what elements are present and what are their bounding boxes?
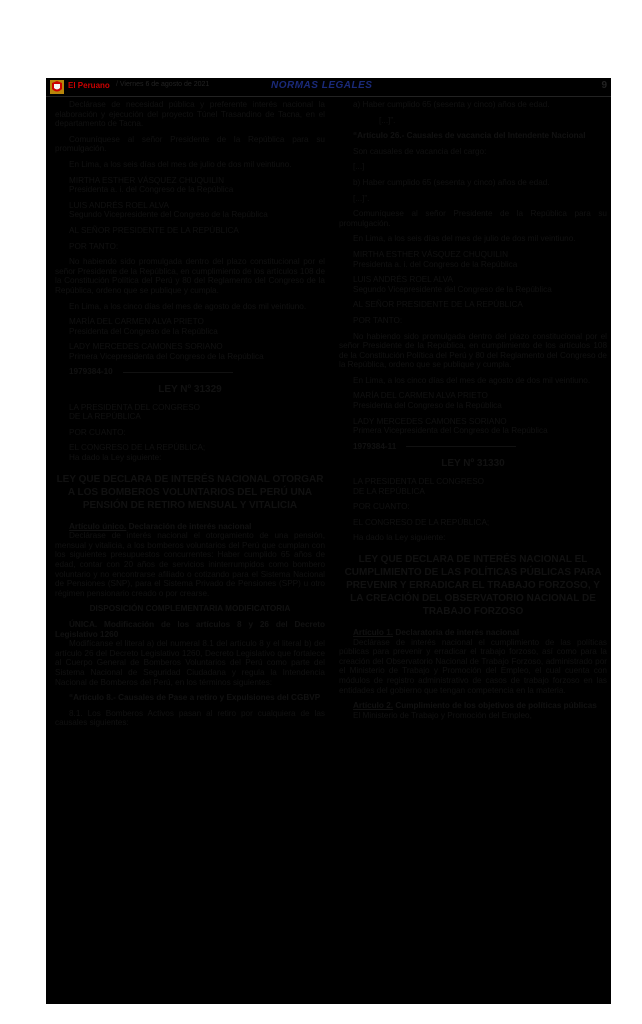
paragraph: Declárase de interés nacional el otorgamiento de una pensión, mensual y vitalicia, a los bomberos voluntarios del Perú que cumplan con los siguientes presupuestos concurrentes: Haber cumplido 65 años de edad, contar con 20 años de servicios ininterrumpidos como bombero voluntario y no encontrarse afiliado o cotizando para el Sistema Nacional de Pensiones (SNP), para el Sistema Privado de Pensiones (SPP) u otro régimen pensionario creado o por crearse. (55, 531, 325, 598)
article-heading (339, 701, 607, 711)
por-tanto: POR TANTO: (353, 315, 403, 325)
ellipsis: [...]”. (379, 115, 396, 125)
signature-block (69, 176, 325, 195)
paragraph: Son causales de vacancia del cargo: (353, 146, 487, 156)
law-number: LEY Nº 31330 (441, 458, 505, 470)
signatory-name: LADY MERCEDES CAMONES SORIANO (69, 342, 223, 352)
left-column (55, 100, 325, 734)
signatory-name: MARÍA DEL CARMEN ALVA PRIETO (69, 317, 204, 327)
signature-block (353, 275, 607, 294)
section-title: NORMAS LEGALES (271, 80, 373, 91)
signatory-name: LUIS ANDRÉS ROEL ALVA (353, 275, 453, 285)
signatory-name: MARÍA DEL CARMEN ALVA PRIETO (353, 391, 488, 401)
signatory-role: Segundo Vicepresidente del Congreso de la República (69, 210, 268, 220)
article-title: Declaración de interés nacional (128, 521, 252, 531)
issuer-line: DE LA REPÚBLICA (353, 486, 425, 496)
signature-block (353, 391, 607, 410)
por-cuanto: POR CUANTO: (69, 427, 126, 437)
paragraph: Modifícanse el literal a) del numeral 8.1 del artículo 8 y el literal b) del artículo 26 del Decreto Legislativo 1260, Decreto Legislativo que fortalece al Cuerpo General de Bomberos Voluntarios del Perú como parte del Sistema Nacional de Seguridad Ciudadana y regula la Intendencia Nacional de Bomberos del Perú, en los términos siguientes: (55, 639, 325, 687)
publication-date: / Viernes 6 de agosto de 2021 (116, 81, 210, 88)
ellipsis: [...]”. (353, 193, 370, 203)
signature-block (69, 342, 325, 361)
paragraph: El Ministerio de Trabajo y Promoción del Empleo, (353, 710, 532, 720)
signatory-role: Presidenta del Congreso de la República (69, 326, 218, 336)
article-label: Artículo 2. (353, 701, 394, 711)
signatory-role: Presidenta a. i. del Congreso de la República (69, 185, 234, 195)
issuer-line: DE LA REPÚBLICA (69, 412, 141, 422)
paragraph: No habiendo sido promulgada dentro del plazo constitucional por el señor Presidente de la República, en cumplimiento de los artículos 108 de la Constitución Política del Perú y 80 del Reglamento del Congreso de la República, ordeno que se publique y cumpla. (339, 331, 607, 370)
section-heading: DISPOSICIÓN COMPLEMENTARIA MODIFICATORIA (89, 604, 291, 614)
signatory-name: LADY MERCEDES CAMONES SORIANO (353, 416, 507, 426)
congress-text: EL CONGRESO DE LA REPÚBLICA; (69, 443, 206, 453)
signatory-name: MIRTHA ESTHER VÁSQUEZ CHUQUILIN (353, 249, 508, 259)
addressee: AL SEÑOR PRESIDENTE DE LA REPÚBLICA (353, 300, 523, 310)
ellipsis: [...] (353, 162, 365, 172)
document-code: 1979384-10 (69, 367, 113, 377)
right-column (339, 100, 607, 726)
signatory-role: Presidenta a. i. del Congreso de la República (353, 259, 518, 269)
page-number: 9 (601, 80, 607, 91)
article-title: Declaratoria de interés nacional (395, 628, 520, 637)
signature-block (69, 317, 325, 336)
paragraph: Comuníquese al señor Presidente de la República para su promulgación. (55, 134, 325, 154)
document-code-row (353, 442, 607, 452)
newspaper-page (46, 78, 611, 1004)
congress-line (69, 443, 325, 462)
paragraph: En Lima, a los cinco días del mes de agosto de dos mil veintiuno. (69, 301, 307, 311)
paragraph: Comuníquese al señor Presidente de la República para su promulgación. (339, 209, 607, 228)
law-given-text: Ha dado la Ley siguiente: (353, 533, 446, 543)
article-title: Cumplimiento de los objetivos de políticas públicas (395, 701, 597, 711)
addressee: AL SEÑOR PRESIDENTE DE LA REPÚBLICA (69, 225, 239, 235)
paragraph: En Lima, a los cinco días del mes de agosto de dos mil veintiuno. (353, 375, 591, 385)
signatory-name: MIRTHA ESTHER VÁSQUEZ CHUQUILIN (69, 175, 224, 185)
publication-name: El Peruano (68, 81, 110, 90)
article-heading: “Artículo 8.- Causales de Pase a retiro y Expulsiones del CGBVP (69, 693, 321, 703)
provision-heading: ÚNICA. Modificación de los artículos 8 y 26 del Decreto Legislativo 1260 (55, 619, 325, 639)
law-number: LEY Nº 31329 (158, 384, 222, 396)
paragraph: 8.1. Los Bomberos Activos pasan al retiro por cualquiera de las causales siguientes: (55, 708, 325, 728)
signatory-name: LUIS ANDRÉS ROEL ALVA (69, 200, 169, 210)
signature-block (353, 250, 607, 269)
signatory-role: Primera Vicepresidenta del Congreso de la República (69, 351, 264, 361)
divider (123, 372, 233, 373)
paragraph: No habiendo sido promulgada dentro del plazo constitucional por el señor Presidente de la República, en cumplimiento de los artículos 108 de la Constitución Política del Perú y 80 del Reglamento del Congreso de la República, ordeno que se publique y cumpla. (55, 257, 325, 295)
law-title: LEY QUE DECLARA DE INTERÉS NACIONAL EL CUMPLIMIENTO DE LAS POLÍTICAS PÚBLICAS PARA PREVENIR Y ERRADICAR EL TRABAJO FORZOSO, Y LA CREACIÓN DEL OBSERVATORIO NACIONAL DE TRABAJO FORZOSO (344, 554, 602, 617)
paragraph: En Lima, a los seis días del mes de julio de dos mil veintiuno. (69, 159, 292, 169)
signatory-role: Segundo Vicepresidente del Congreso de la República (353, 284, 552, 294)
issuer-line: LA PRESIDENTA DEL CONGRESO (353, 477, 485, 487)
signatory-role: Primera Vicepresidenta del Congreso de la República (353, 426, 548, 436)
article-label: Artículo 1. (353, 628, 394, 637)
law-given-text: Ha dado la Ley siguiente: (69, 453, 162, 463)
por-tanto: POR TANTO: (69, 241, 119, 251)
paragraph: En Lima, a los seis días del mes de julio de dos mil veintiuno. (353, 234, 576, 244)
article-heading (55, 522, 325, 532)
signature-block (353, 417, 607, 436)
paragraph: Declárase de interés nacional el cumplimiento de las políticas públicas para prevenir y erradicar el trabajo forzoso, así como para la creación del Observatorio Nacional de Trabajo Forzoso, administrado por el Ministerio de Trabajo y Promoción del Empleo, el cual cuenta con módulos de registro administrativo de casos de trabajo forzoso en las entidades del gobierno que tengan competencia en la materia. (339, 637, 607, 695)
congress-text: EL CONGRESO DE LA REPÚBLICA; (353, 517, 490, 527)
document-code-row (69, 367, 325, 377)
por-cuanto: POR CUANTO: (353, 502, 410, 512)
article-label: Artículo único. (69, 521, 127, 531)
law-title: LEY QUE DECLARA DE INTERÉS NACIONAL OTORGAR A LOS BOMBEROS VOLUNTARIOS DEL PERÚ UNA PENSIÓN DE RETIRO MENSUAL Y VITALICIA (56, 473, 324, 511)
issuer (69, 403, 325, 422)
article-heading: “Artículo 26.- Causales de vacancia del Intendente Nacional (353, 131, 586, 141)
page-header (46, 78, 611, 97)
paragraph: Declárase de necesidad pública y preferente interés nacional la elaboración y ejecución del proyecto Túnel Trasandino de Tacna, en el departamento de Tacna. (55, 100, 325, 129)
list-item: a) Haber cumplido 65 (sesenta y cinco) años de edad. (353, 100, 550, 109)
signatory-role: Presidenta del Congreso de la República (353, 401, 502, 411)
coat-of-arms-icon (49, 79, 65, 95)
issuer-line: LA PRESIDENTA DEL CONGRESO (69, 402, 201, 412)
issuer (353, 477, 607, 496)
paragraph: b) Haber cumplido 65 (sesenta y cinco) años de edad. (353, 177, 550, 187)
document-code: 1979384-11 (353, 441, 397, 451)
signature-block (69, 201, 325, 220)
article-heading (339, 628, 607, 638)
divider (406, 446, 516, 447)
